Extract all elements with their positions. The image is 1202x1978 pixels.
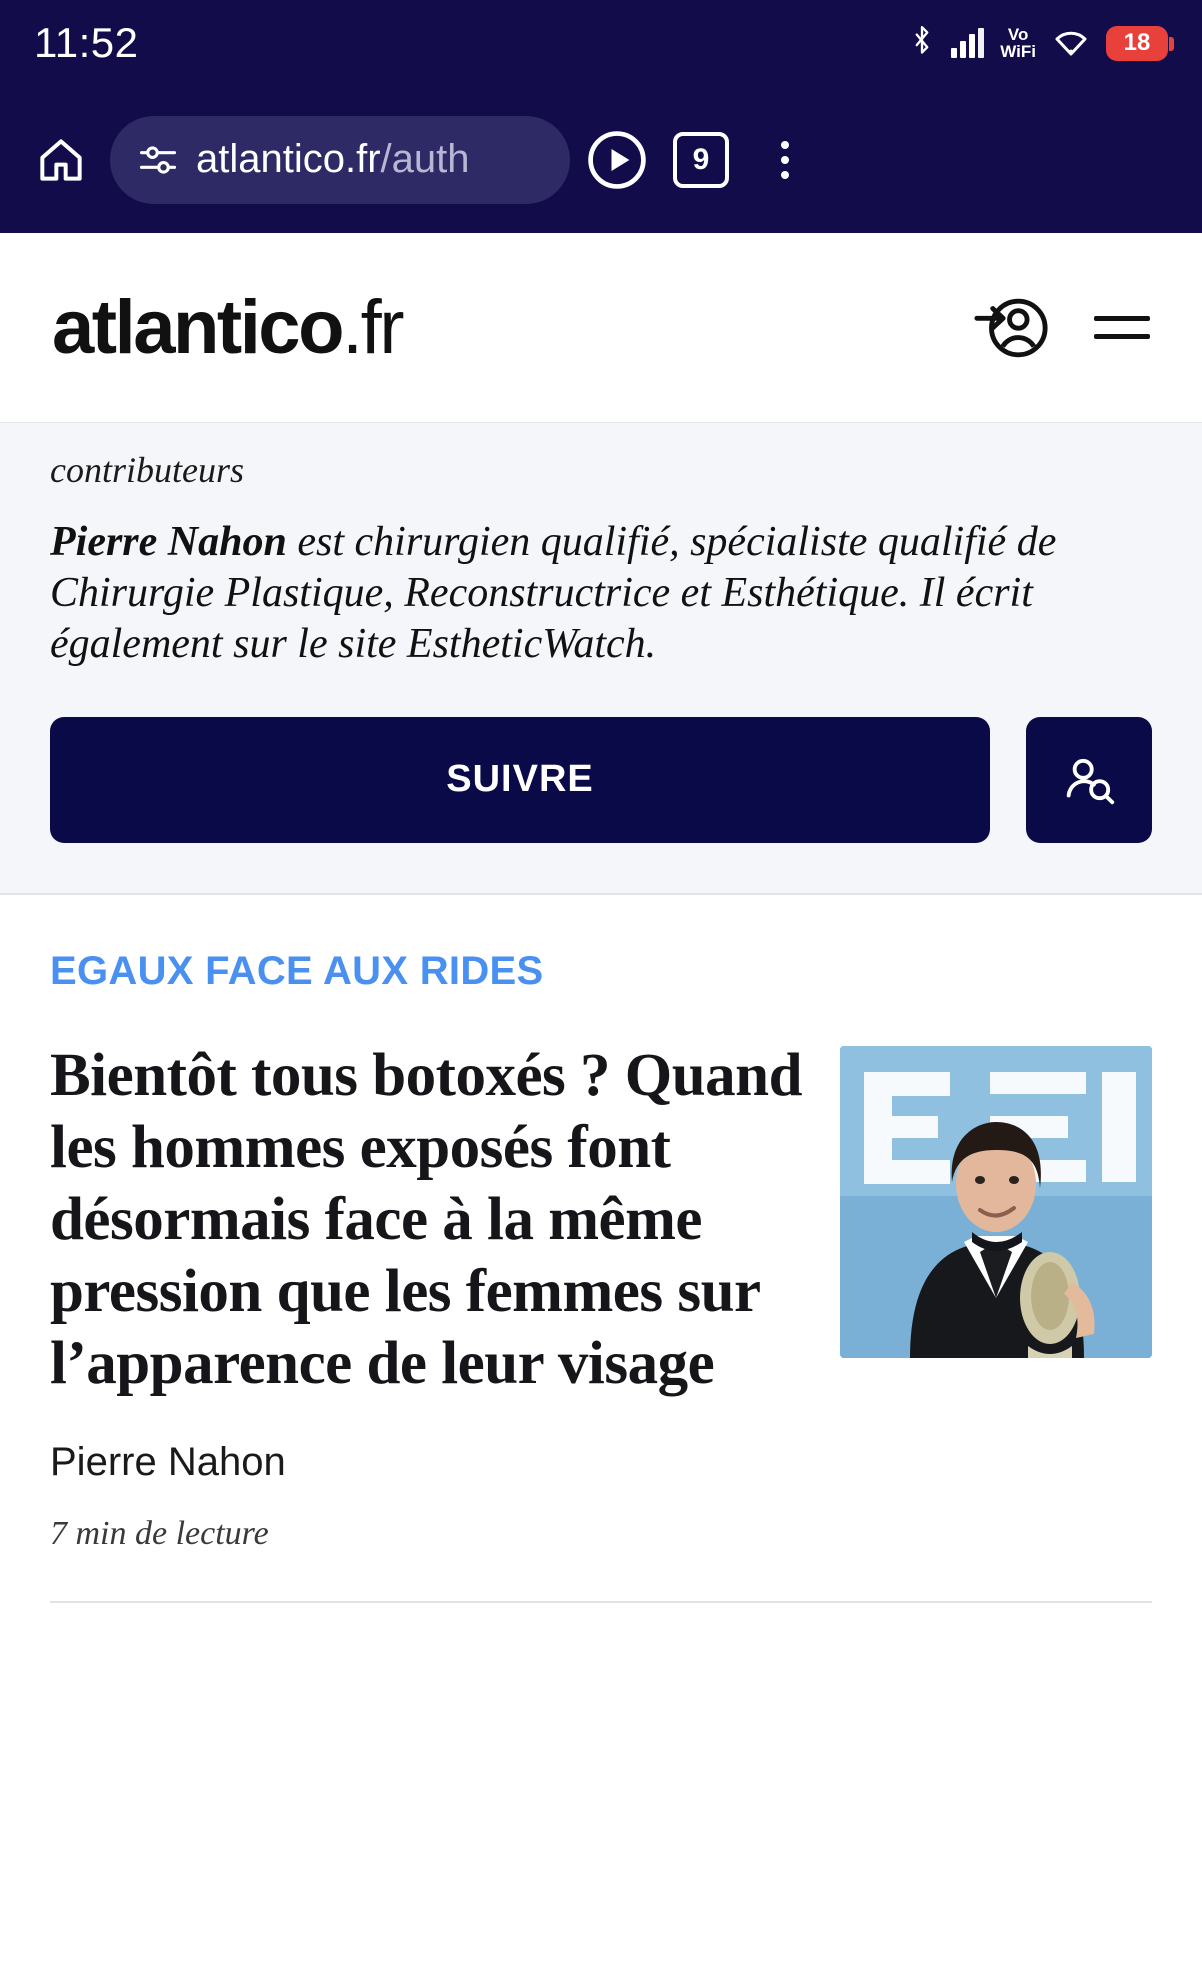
article-kicker[interactable]: EGAUX FACE AUX RIDES <box>50 948 544 993</box>
contributor-actions <box>50 717 1152 843</box>
tab-switcher-button[interactable] <box>664 123 738 197</box>
play-circle-icon[interactable] <box>580 123 654 197</box>
man-holding-award-photo <box>840 1046 1152 1358</box>
article-teaser[interactable] <box>0 895 1202 1553</box>
article-author[interactable]: Pierre Nahon <box>50 1439 286 1484</box>
battery-indicator: 18 <box>1106 26 1168 61</box>
contributors-label: contributeurs <box>50 450 244 490</box>
account-login-icon[interactable] <box>972 289 1050 367</box>
contributor-name: Pierre Nahon <box>50 519 287 565</box>
cellular-signal-icon <box>951 28 984 58</box>
browser-toolbar <box>0 86 1202 233</box>
contributor-bio <box>50 517 1152 671</box>
wifi-icon <box>1052 28 1090 58</box>
status-clock: 11:52 <box>34 19 139 66</box>
vowifi-line1: Vo <box>1007 25 1029 44</box>
article-thumbnail[interactable] <box>840 1046 1152 1358</box>
follow-button[interactable]: SUIVRE <box>50 717 990 843</box>
user-search-icon[interactable] <box>1026 717 1152 843</box>
article-bottom-divider <box>50 1601 1152 1603</box>
android-status-bar <box>0 0 1202 86</box>
article-title[interactable]: Bientôt tous botoxés ? Quand les hommes exposés font désormais face à la même pression que les femmes sur l’apparence de leur visage <box>50 1041 803 1397</box>
hamburger-menu-icon[interactable] <box>1094 316 1150 339</box>
logo-main: atlantico <box>52 285 342 370</box>
contributor-bio-text: est chirurgien qualifié, spécialiste qualifié de Chirurgie Plastique, Reconstructrice et Esthétique. Il écrit également sur le site EstheticWatch. <box>50 519 1057 668</box>
overflow-menu-icon[interactable] <box>748 123 822 197</box>
vowifi-line2: WiFi <box>1000 42 1036 61</box>
logo-ext: .fr <box>342 285 403 370</box>
tab-count[interactable]: 9 <box>673 132 729 188</box>
contributor-card <box>0 423 1202 893</box>
url-path: /auth <box>380 137 470 181</box>
bluetooth-icon <box>909 24 935 62</box>
vowifi-indicator <box>1000 26 1036 60</box>
url-bar[interactable] <box>110 116 570 204</box>
home-icon[interactable] <box>30 129 92 191</box>
status-icons <box>909 24 1168 62</box>
site-logo[interactable] <box>52 284 402 371</box>
url-host: atlantico.fr <box>196 137 381 181</box>
site-header <box>0 233 1202 423</box>
url-text <box>196 137 470 182</box>
header-actions <box>972 289 1150 367</box>
tune-icon[interactable] <box>136 138 180 182</box>
article-reading-time: 7 min de lecture <box>50 1514 269 1552</box>
article-body <box>50 1040 1152 1553</box>
